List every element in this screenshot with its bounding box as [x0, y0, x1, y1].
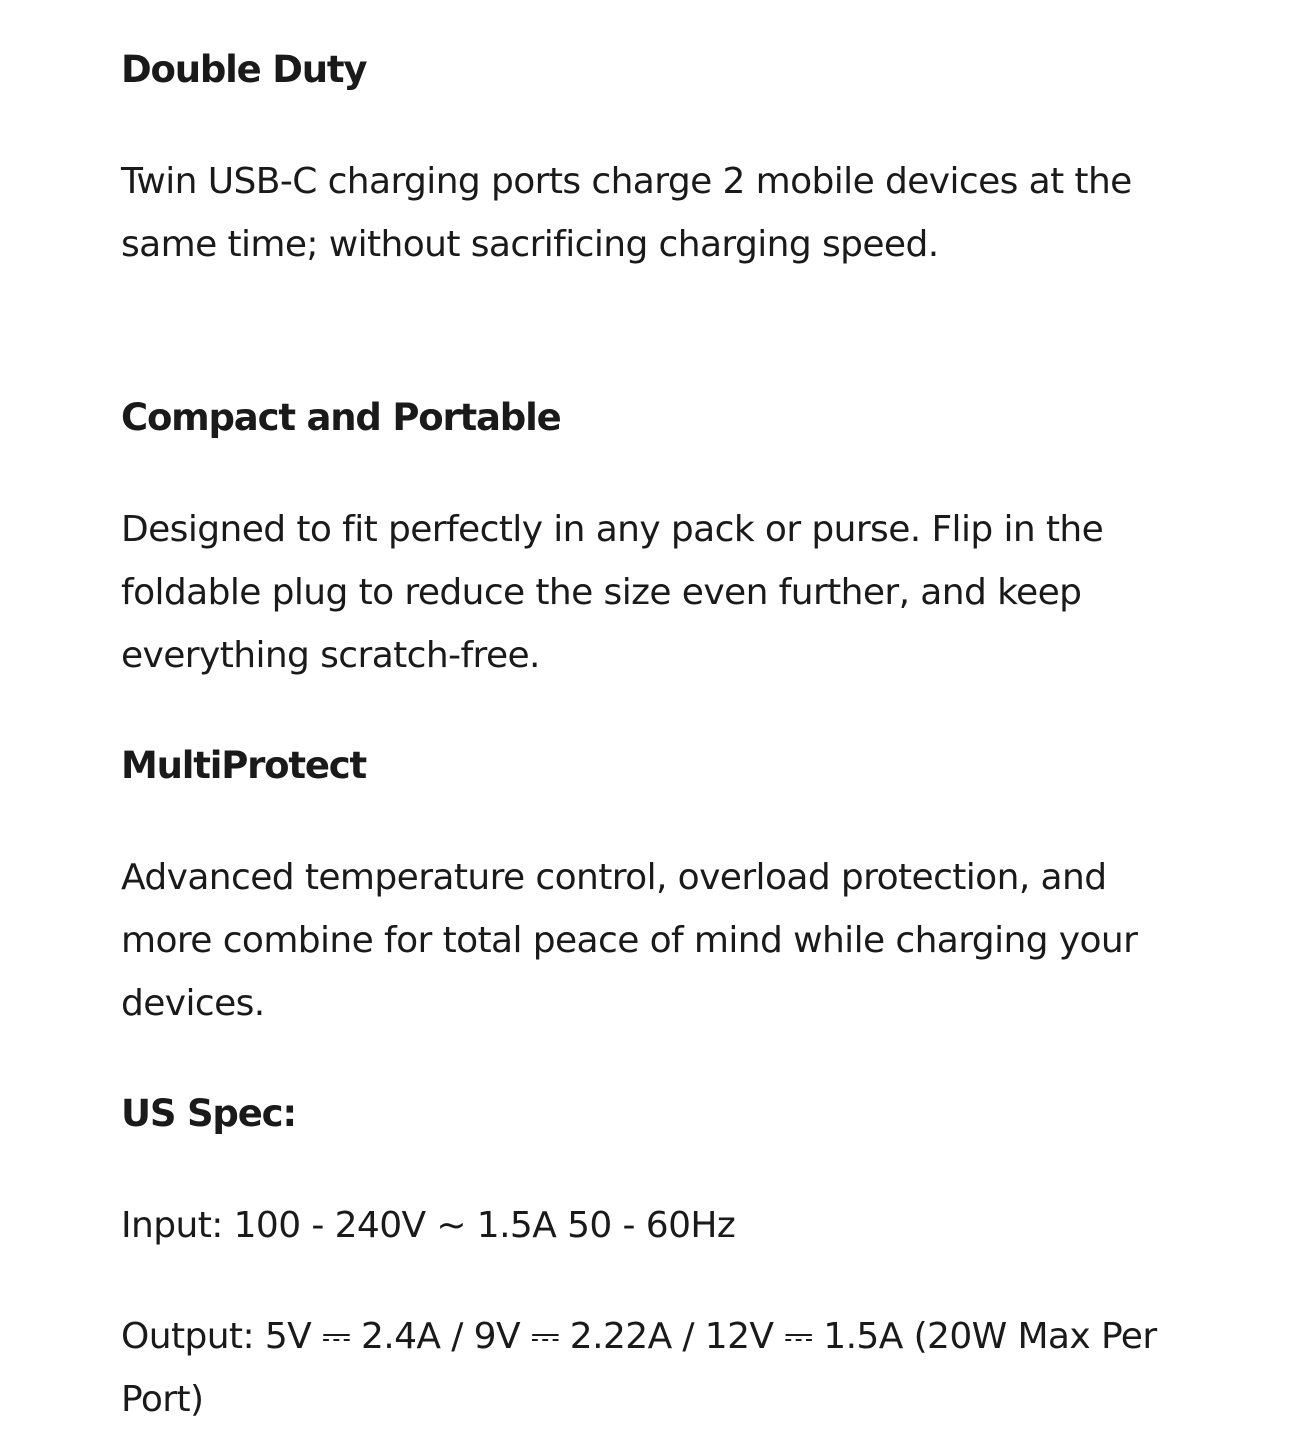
- section-heading-double-duty: Double Duty: [121, 48, 367, 91]
- spec-input: Input: 100 - 240V ~ 1.5A 50 - 60Hz: [121, 1205, 736, 1246]
- section-body-multiprotect: Advanced temperature control, overload protection, and more combine for total peace of mind while charging your devices.: [121, 857, 1138, 1024]
- section-heading-multiprotect: MultiProtect: [121, 744, 366, 787]
- section-heading-compact-portable: Compact and Portable: [121, 396, 561, 439]
- section-body-double-duty: Twin USB-C charging ports charge 2 mobile devices at the same time; without sacrificing charging speed.: [121, 161, 1132, 265]
- spec-heading: US Spec:: [121, 1092, 296, 1135]
- spec-output: Output: 5V ⎓ 2.4A / 9V ⎓ 2.22A / 12V ⎓ 1.5A (20W Max Per Port): [121, 1316, 1157, 1420]
- section-body-compact-portable: Designed to fit perfectly in any pack or purse. Flip in the foldable plug to reduce the size even further, and keep everything scratch-free.: [121, 509, 1104, 676]
